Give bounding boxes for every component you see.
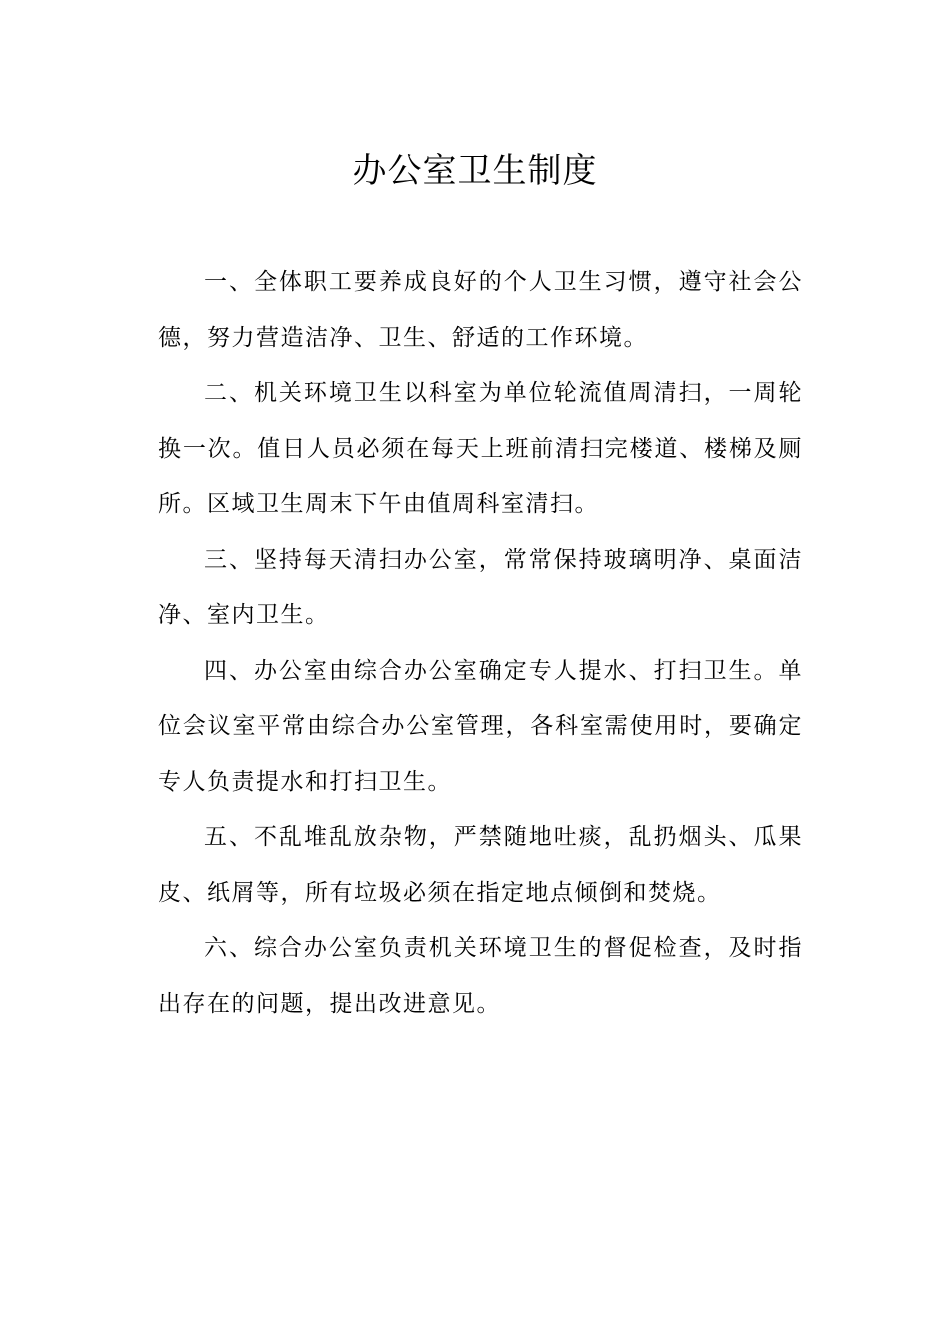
document-body — [158, 255, 803, 1032]
paragraph-1: 一、全体职工要养成良好的个人卫生习惯，遵守社会公德，努力营造洁净、卫生、舒适的工作环境。 — [158, 269, 803, 351]
paragraph-3: 三、坚持每天清扫办公室，常常保持玻璃明净、桌面洁净、室内卫生。 — [158, 546, 803, 628]
paragraph-5: 五、不乱堆乱放杂物，严禁随地吐痰，乱扔烟头、瓜果皮、纸屑等，所有垃圾必须在指定地点倾倒和焚烧。 — [158, 824, 803, 906]
paragraph-6: 六、综合办公室负责机关环境卫生的督促检查，及时指出存在的问题，提出改进意见。 — [158, 935, 803, 1017]
paragraph-2: 二、机关环境卫生以科室为单位轮流值周清扫，一周轮换一次。值日人员必须在每天上班前清扫完楼道、楼梯及厕所。区域卫生周末下午由值周科室清扫。 — [158, 380, 803, 517]
paragraph-4: 四、办公室由综合办公室确定专人提水、打扫卫生。单位会议室平常由综合办公室管理，各科室需使用时，要确定专人负责提水和打扫卫生。 — [158, 657, 803, 795]
document-title: 办公室卫生制度 — [352, 151, 598, 191]
